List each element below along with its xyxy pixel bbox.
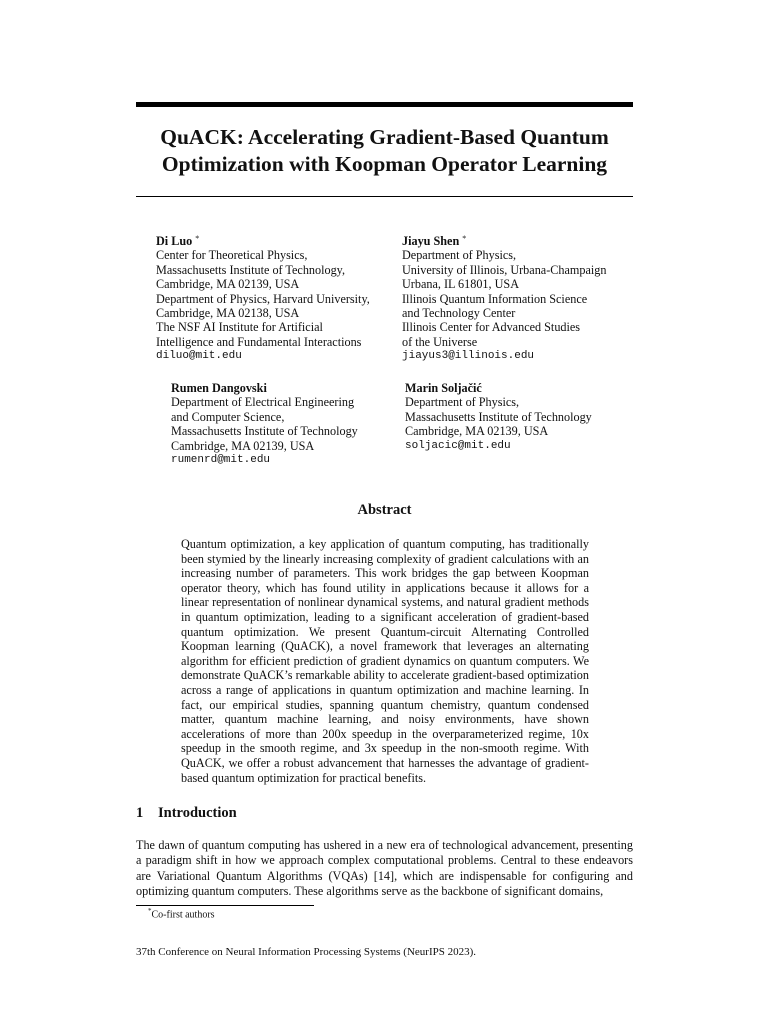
affiliation-line: University of Illinois, Urbana-Champaign [402, 262, 607, 277]
affiliation-line: Department of Physics, [402, 248, 517, 263]
affiliation-line: Illinois Quantum Information Science [402, 291, 588, 306]
affiliation-line: Urbana, IL 61801, USA [402, 277, 520, 292]
section-title: Introduction [158, 805, 237, 821]
affiliation-line: Cambridge, MA 02139, USA [405, 424, 549, 439]
conference-venue: 37th Conference on Neural Information Processing Systems (NeurIPS 2023). [136, 946, 477, 958]
affiliation-line: Illinois Center for Advanced Studies [402, 320, 581, 335]
paper-title [136, 124, 633, 178]
author-name: Di Luo [156, 234, 193, 248]
author-block-rumen-dangovski [171, 381, 358, 467]
author-block-marin-soljacic [405, 381, 592, 453]
affiliation-line: Center for Theoretical Physics, [156, 248, 308, 263]
author-name: Jiayu Shen [402, 234, 460, 248]
author-name: Rumen Dangovski [171, 381, 267, 395]
affiliation-line: Cambridge, MA 02139, USA [171, 438, 315, 453]
introduction-paragraph: The dawn of quantum computing has ushered in a new era of technological advancement, presenting a paradigm shift in how we approach complex computational problems. Central to these endeavors are Variational Quantum Algorithms (VQAs) [14], which are indispensable for configuring and optimizing quantum computers. These algorithms serve as the backbone of significant domains, [136, 838, 633, 898]
abstract-text: Quantum optimization, a key application of quantum computing, has traditionally been stymied by the linearly increasing complexity of gradient calculations with an increasing number of parameters. This work bridges the gap between Koopman operator theory, which has found utility in applications because it allows for a linear representation of nonlinear dynamical systems, and natural gradient methods in quantum optimization, leading to a significant acceleration of gradient-based quantum optimization. We present Quantum-circuit Alternating Controlled Koopman learning (QuACK), a novel framework that leverages an alternating algorithm for efficient prediction of gradient dynamics on quantum computers. We demonstrate QuACK’s remarkable ability to accelerate gradient-based optimization across a range of applications in quantum optimization and machine learning. In fact, our empirical studies, spanning quantum chemistry, quantum condensed matter, quantum machine learning, and noisy environments, have shown accelerations of more than 200x speedup in the overparameterized regime, 10x speedup in the smooth regime, and 3x speedup in the non-smooth regime. With QuACK, we offer a robust advancement that harnesses the advantage of gradient-based quantum optimization for practical benefits. [181, 537, 589, 785]
title-bottom-rule [136, 196, 633, 197]
affiliation-line: and Technology Center [402, 306, 516, 321]
section-number: 1 [136, 805, 144, 821]
affiliation-line: Massachusetts Institute of Technology [405, 409, 592, 424]
affiliation-line: Department of Electrical Engineering [171, 395, 355, 410]
affiliation-line: Department of Physics, Harvard University, [156, 291, 370, 306]
affiliation-line: Cambridge, MA 02138, USA [156, 306, 300, 321]
author-email[interactable]: rumenrd@mit.edu [171, 454, 271, 467]
affiliation-line: of the Universe [402, 334, 478, 349]
author-email[interactable]: diluo@mit.edu [156, 350, 242, 363]
affiliation-line: Massachusetts Institute of Technology, [156, 262, 346, 277]
author-block-jiayu-shen [402, 232, 606, 364]
affiliation-line: Department of Physics, [405, 395, 520, 410]
affiliation-line: Intelligence and Fundamental Interactions [156, 334, 362, 349]
affiliation-line: and Computer Science, [171, 409, 285, 424]
co-first-mark: * [195, 234, 200, 243]
title-top-rule [136, 102, 633, 107]
title-line-1: QuACK: Accelerating Gradient-Based Quantum [160, 125, 609, 149]
footnote [148, 907, 215, 920]
author-name: Marin Soljačić [405, 381, 482, 395]
abstract-heading: Abstract [357, 502, 412, 518]
co-first-mark: * [462, 234, 467, 243]
affiliation-line: Massachusetts Institute of Technology [171, 424, 358, 439]
author-email[interactable]: jiayus3@illinois.edu [402, 350, 535, 363]
footnote-mark: * [148, 907, 152, 915]
title-line-2: Optimization with Koopman Operator Learning [161, 152, 608, 176]
affiliation-line: The NSF AI Institute for Artificial [156, 320, 323, 335]
section-heading-introduction [136, 805, 237, 822]
footnote-rule [136, 905, 314, 906]
author-email[interactable]: soljacic@mit.edu [405, 439, 511, 452]
author-block-di-luo [156, 232, 370, 364]
affiliation-line: Cambridge, MA 02139, USA [156, 277, 300, 292]
footnote-text: Co-first authors [151, 909, 215, 921]
